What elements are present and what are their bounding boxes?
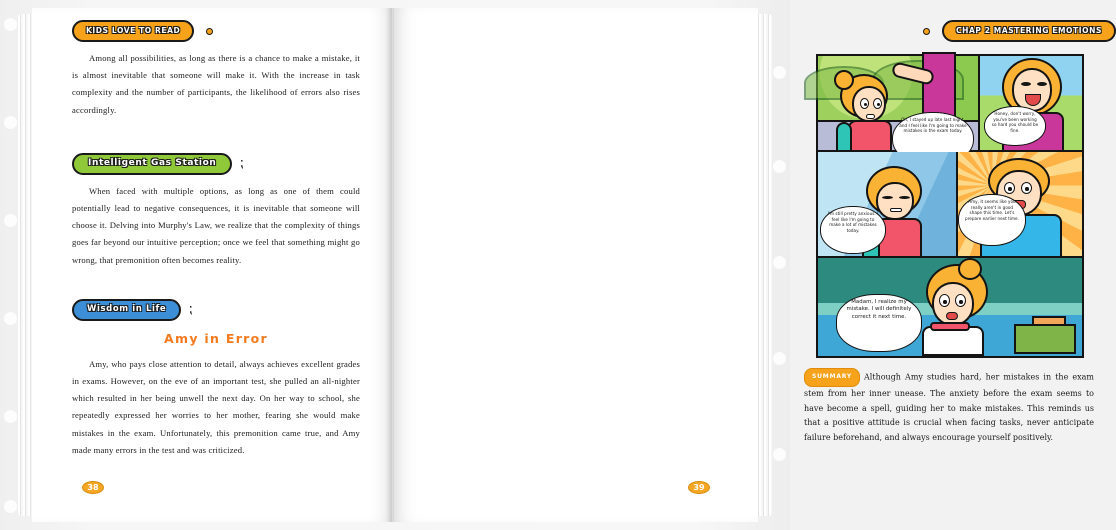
right-page-content [790,20,1116,445]
girl-face [876,182,914,220]
speech-bubble-panel-2: Honey, don't worry, you've been working so hard you should be fine. [984,106,1046,146]
summary-badge: SUMMARY [804,368,860,387]
chapter-header [790,20,1116,46]
paragraph: When faced with multiple options, as long as one of them could potentially lead to negative consequences, it is inevitable that someone will choose it. Delving into Murphy's Law, we realize that the complexity of things goes far beyond our intuitive perception; once we feel that something might go wrong, that premonition often becomes reality. [72,185,360,265]
summary-block [804,368,1094,445]
chapter-badge-label: CHAP 2 MASTERING EMOTIONS [942,20,1116,42]
decorative-dot [4,312,17,325]
girl-collar [930,322,970,331]
book-on-desk [1032,316,1066,326]
badge-bullet-dot [923,28,930,35]
speech-bubble-panel-5: Madam, I realize my mistake. I will definitely correct it next time. [836,294,922,352]
comic-panel-5 [818,258,1082,356]
speech-bubble-panel-4: Amy, it seems like you really aren't in good shape this time. Let's prepare earlier next time. [958,194,1026,246]
comic-panel-1 [818,56,978,150]
section-badge-kids-love-to-read [72,20,360,46]
paragraph: Among all possibilities, as long as there is a chance to make a mistake, it is almost inevitable that someone will make it. With the increase in task complexity and the number of participants, the likelihood of errors also rises accordingly. [72,53,360,115]
page-number-left: 38 [82,481,104,494]
decorative-dot [773,160,786,173]
badge-label: KIDS LOVE TO READ [72,20,194,42]
girl-ponytail [834,70,854,90]
right-page [394,8,1102,522]
paragraph: Amy, who pays close attention to detail, always achieves excellent grades in exams. However, on the eve of an important test, she pulled an all-nighter which resulted in her being unwell the next day. On her way to school, she repeatedly expressed her worries to her mother, fearing she would make mistakes in the exam. Unfortunately, this premonition came true, and Amy made many errors in the test and was criticized. [72,358,360,455]
badge-label: Intelligent Gas Station [72,153,232,175]
girl-backpack [836,122,852,152]
comic-panel-2 [978,56,1082,150]
summary-text: Although Amy studies hard, her mistakes in the exam stem from her inner unease. The anxiety before the exam seems to have become a spell, guiding her to make mistakes. This reminds us that a positive attitude is crucial when facing tasks, never anticipate failure beforehand, and always encourage yourself positively. [804,372,1094,442]
girl-torso [848,120,892,152]
badge-swirl-icon: ⁏ [188,302,193,318]
badge-bullet-dot [206,28,213,35]
section-badge-wisdom-in-life [72,299,360,325]
section-badge-intelligent-gas-station [72,153,360,179]
decorative-dot [773,256,786,269]
decorative-dot [4,410,17,423]
speech-bubble-panel-3: I'm still pretty anxious. I feel like I'm going to make a lot of mistakes today. [820,206,886,254]
decorative-dot [773,352,786,365]
comic-row-3 [818,258,1082,356]
decorative-dot [4,214,17,227]
page-number-right: 39 [688,481,710,494]
speech-bubble-panel-1: Oh, I stayed up late last night, and I feel like I'm going to make mistakes in the exam today. [892,112,974,166]
spacer [72,119,360,153]
decorative-dot [4,18,17,31]
comic-strip [816,54,1084,358]
classroom-desk [1014,324,1076,354]
summary-paragraph [804,368,1094,445]
comic-row-2 [818,152,1082,258]
decorative-dot [773,66,786,79]
badge-label: Wisdom in Life [72,299,181,321]
page-stack-right [756,14,772,516]
comic-row-1 [818,56,1082,152]
girl-ponytail [958,258,982,280]
comic-panel-4 [956,152,1082,256]
spacer [72,269,360,299]
comic-panel-3 [818,152,956,256]
left-page-content [72,20,360,459]
decorative-dot [4,116,17,129]
decorative-dot [773,448,786,461]
open-book [18,8,1102,522]
decorative-dot [4,500,17,513]
story-title: Amy in Error [164,330,268,346]
badge-swirl-icon: ⁏ [239,156,244,172]
left-page [32,8,392,522]
